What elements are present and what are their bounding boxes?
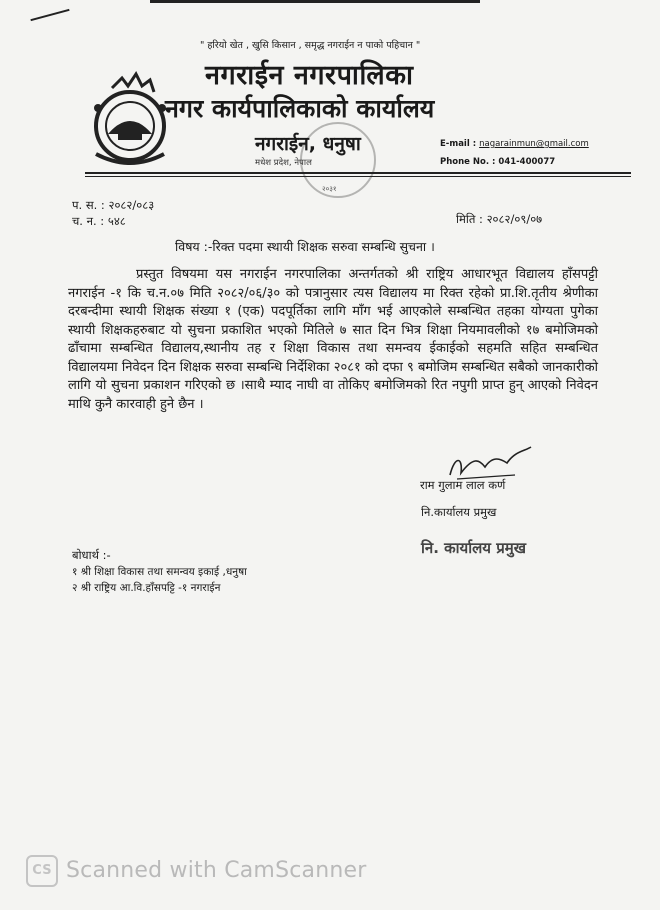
camscanner-text: Scanned with CamScanner — [66, 858, 367, 883]
office-subtitle: नगर कार्यपालिकाको कार्यालय — [165, 94, 435, 123]
email-label: E-mail : — [440, 139, 477, 149]
chalani-label: च. न. : — [72, 214, 105, 228]
chalani-value: ५४८ — [107, 214, 126, 228]
cc-title: बोधार्थ :- — [72, 548, 111, 562]
ps-value: २०८२/०८३ — [108, 198, 155, 212]
corner-mark — [30, 9, 69, 21]
camscanner-watermark — [26, 855, 366, 887]
phone-label: Phone No. : — [440, 157, 496, 167]
stamp-year: २०३१ — [322, 185, 337, 193]
top-border — [150, 0, 480, 3]
office-address: मधेश प्रदेश, नेपाल — [255, 158, 312, 168]
date-line — [456, 212, 542, 227]
signatory-name: राम गुलाम लाल कर्ण — [420, 478, 506, 492]
email-line — [440, 139, 589, 149]
cc-item: २ श्री राष्ट्रिय आ.वि.हाँसपट्टि -१ नगराईन — [72, 582, 221, 594]
phone-value: 041-400077 — [498, 157, 556, 167]
ps-label: प. स. : — [72, 198, 105, 212]
subject-line: विषय :-रिक्त पदमा स्थायी शिक्षक सरुवा सम्बन्धि सुचना । — [175, 239, 435, 254]
email-value: nagarainmun@gmail.com — [479, 139, 589, 149]
office-title: नगराईन नगरपालिका — [205, 60, 414, 91]
date-value: २०८२/०९/०७ — [486, 212, 543, 226]
header-rule — [85, 172, 631, 174]
phone-line — [440, 157, 555, 167]
header-rule-thin — [85, 176, 631, 177]
cc-item: १ श्री शिक्षा विकास तथा समन्वय इकाई ,धनुषा — [72, 566, 247, 578]
notice-body — [68, 266, 598, 414]
signatory-title: नि.कार्यालय प्रमुख — [421, 505, 497, 519]
notice-body-text: प्रस्तुत विषयमा यस नगराईन नगरपालिका अन्तर्गतको श्री राष्ट्रिय आधारभूत विद्यालय हाँसपट्टी नगराईन -१ कि च.न.०७ मिति २०८२/०६/३० को पत्रानुसार त्यस विद्यालय मा रिक्त रहेको प्रा.शि.तृतीय श्रेणीका दरबन्दीमा स्थायी शिक्षक संख्या १ (एक) पदपूर्तिका लागि माँग भई आएकोले सम्बन्धित तहका योग्यता पुगेका स्थायी शिक्षकहरुबाट यो सुचना प्रकाशित भएको मितिले ७ सात दिन भित्र शिक्षा नियमावलीको १७ बमोजिमको ढाँचामा सम्बन्धित विद्यालय,स्थानीय तह र शिक्षा विकास तथा समन्वय ईकाईको सहमति सहित सम्बन्धित विद्यालयमा निवेदन दिन शिक्षक सरुवा सम्बन्धि निर्देशिका २०८१ को दफा ९ बमोजिम सम्बन्धित सबैको जानकारीको लागि यो सुचना प्रकाशन गरिएको छ ।साथै म्याद नाघी वा तोकिए बमोजिमको रित नपुगी प्राप्त हुन् आएको निवेदन माथि कुनै कारवाही हुने छैन । — [68, 267, 598, 412]
date-label: मिति : — [456, 212, 483, 226]
slogan: " हरियो खेत , खुसि किसान , समृद्ध नगराईन न पाको पहिचान " — [200, 40, 421, 51]
office-chief-stamp: नि. कार्यालय प्रमुख — [421, 539, 526, 557]
camscanner-logo-icon: CS — [26, 855, 58, 887]
ps-line — [72, 198, 154, 213]
chalani-line — [72, 214, 126, 229]
office-location: नगराईन, धनुषा — [255, 133, 361, 155]
